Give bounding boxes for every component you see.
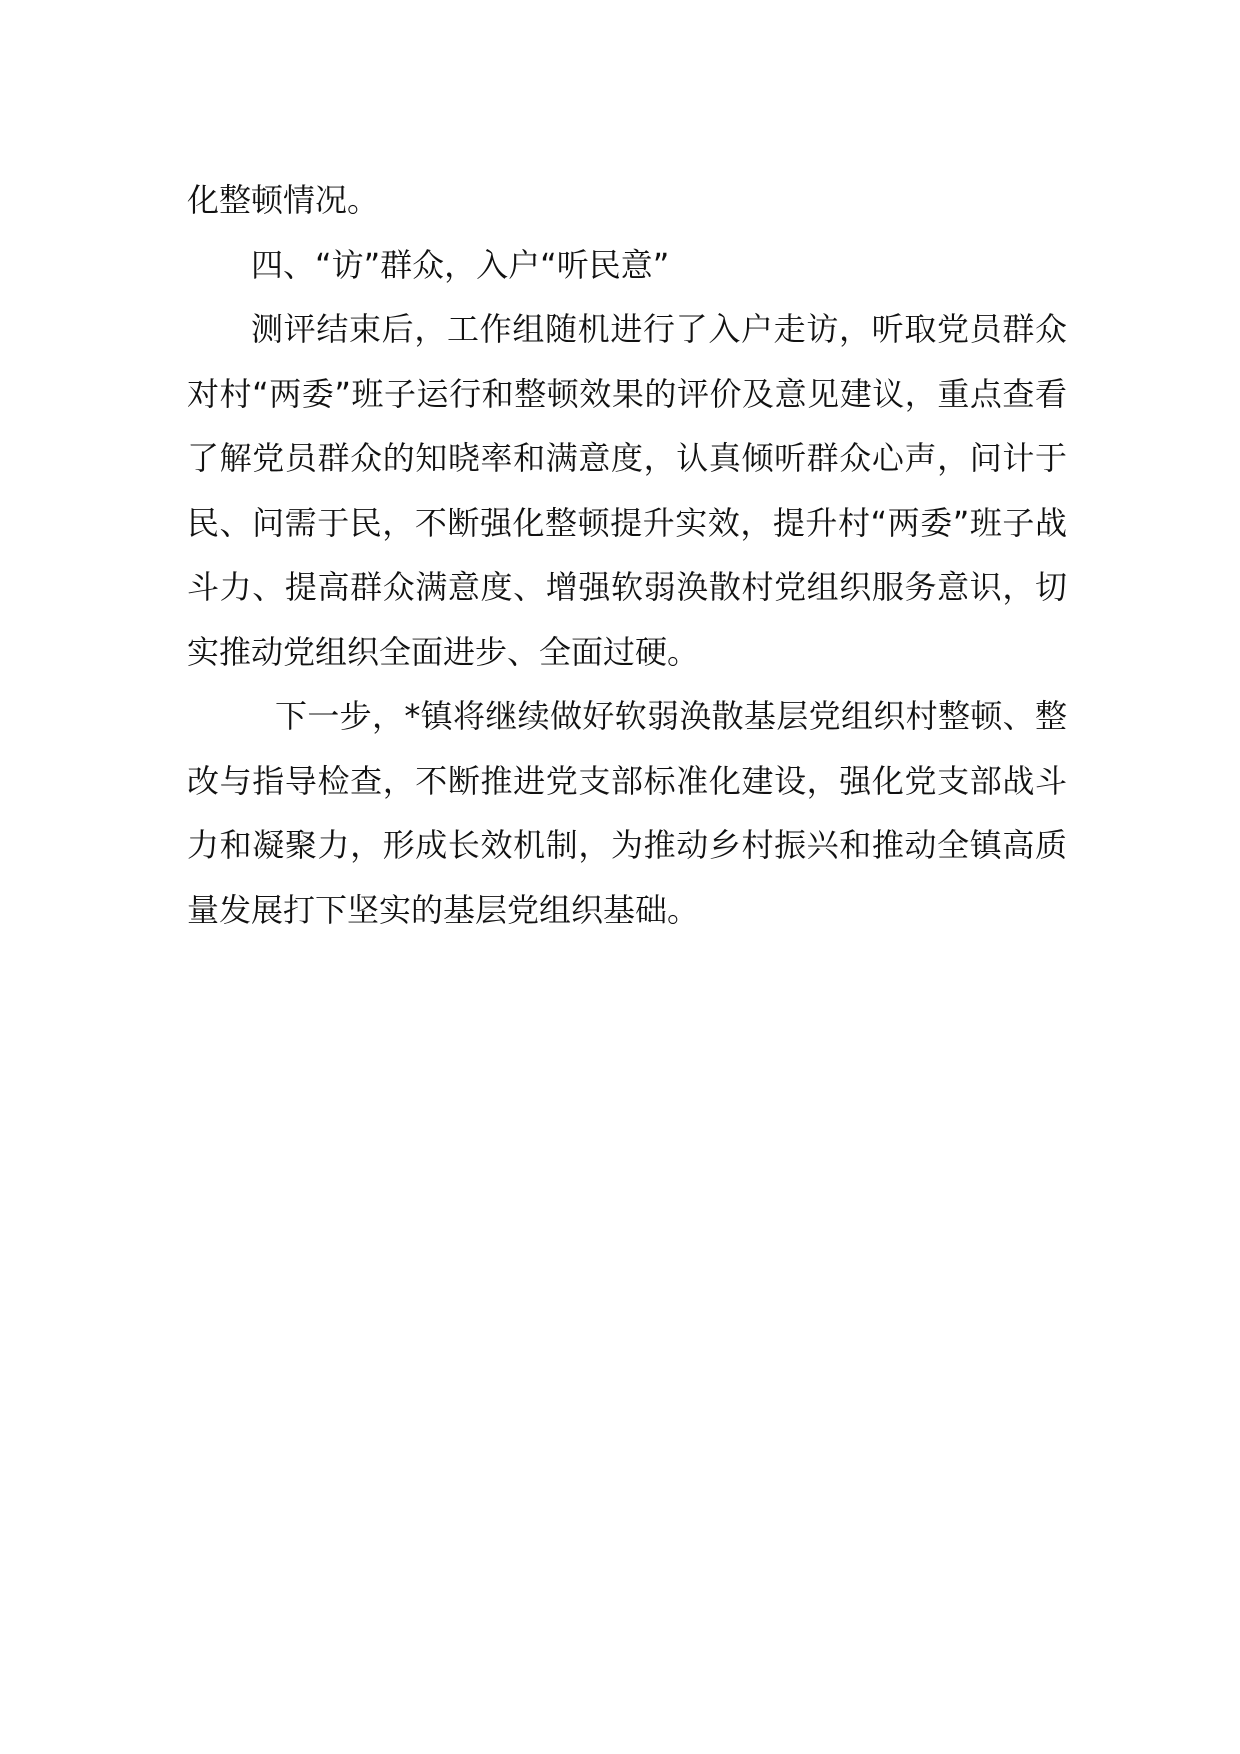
paragraph-continuation: 化整顿情况。	[187, 181, 380, 219]
paragraph-next-step: 下一步，*镇将继续做好软弱涣散基层党组织村整顿、整改与指导检查，不断推进党支部标准化建设，强化党支部战斗力和凝聚力，形成长效机制，为推动乡村振兴和推动全镇高质量发展打下坚实的基层党组织基础。	[187, 697, 1067, 929]
document-body	[187, 168, 1067, 942]
section-heading-four: 四、“访”群众，入户“听民意”	[251, 245, 670, 284]
paragraph-visit-masses: 测评结束后，工作组随机进行了入户走访，听取党员群众对村“两委”班子运行和整顿效果的评价及意见建议，重点查看了解党员群众的知晓率和满意度，认真倾听群众心声，问计于民、问需于民，不断强化整顿提升实效，提升村“两委”班子战斗力、提高群众满意度、增强软弱涣散村党组织服务意识，切实推动党组织全面进步、全面过硬。	[187, 310, 1067, 671]
